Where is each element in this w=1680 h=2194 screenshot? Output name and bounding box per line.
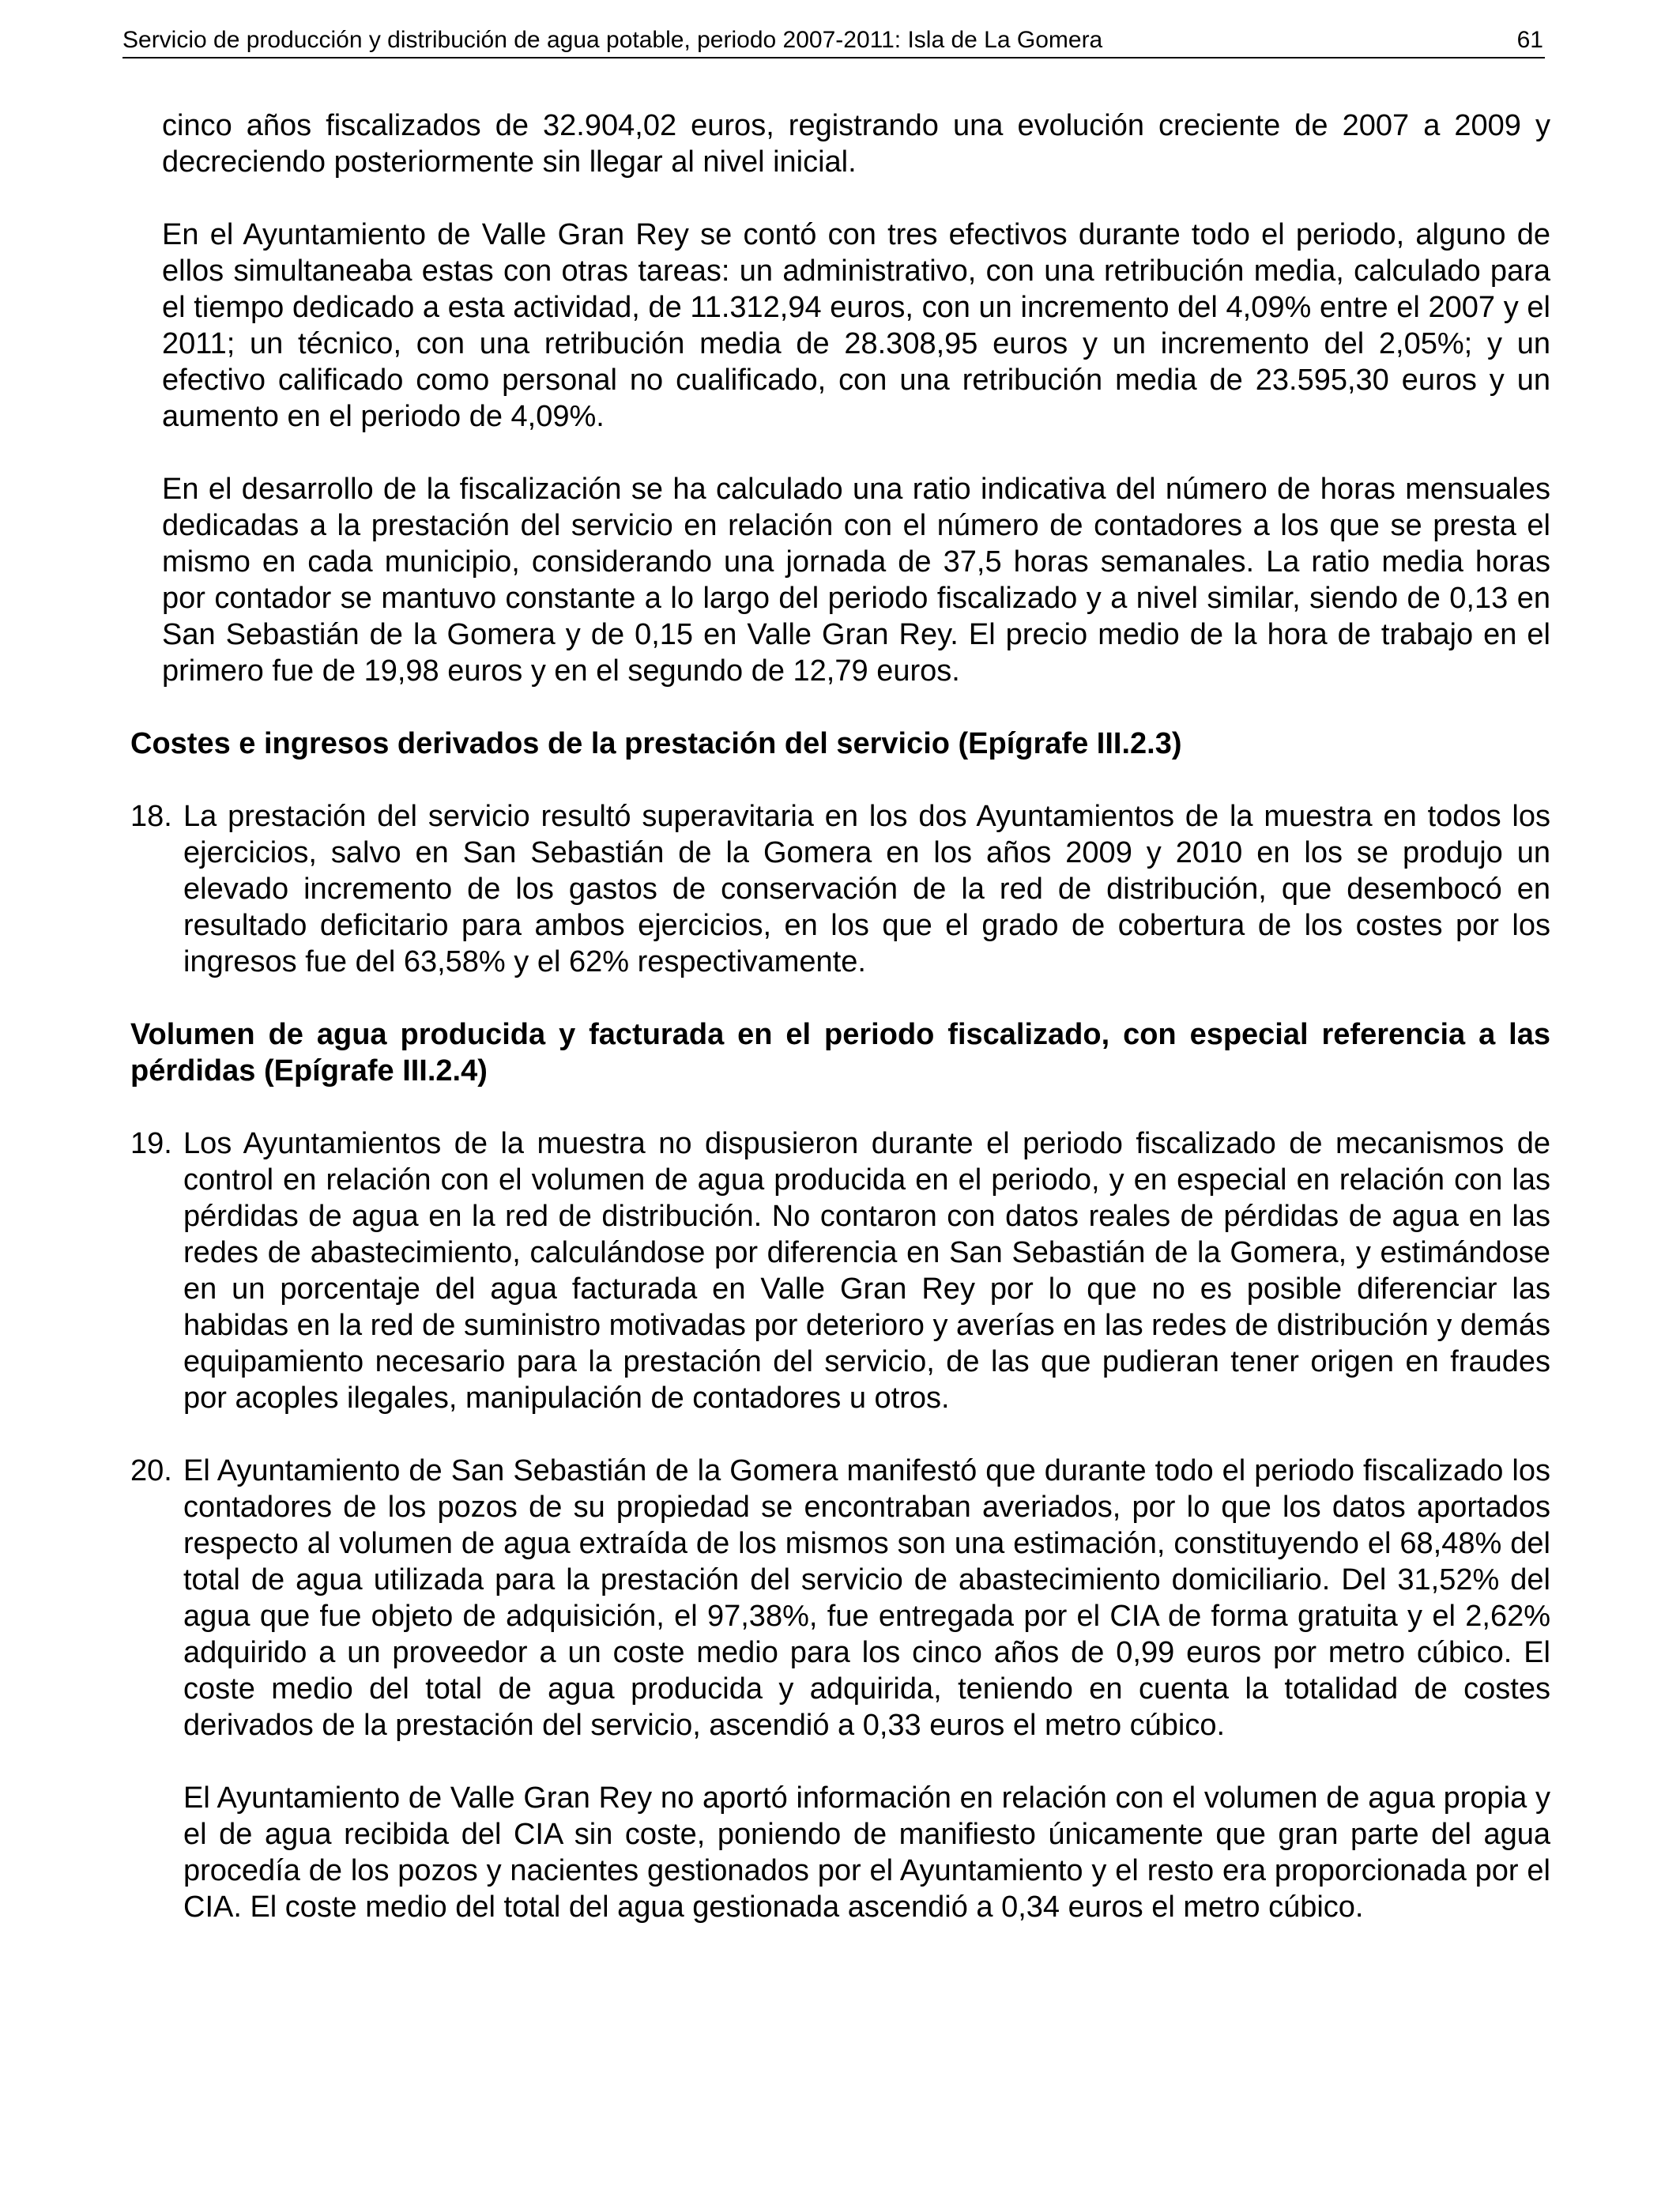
numbered-item-20 [130,1453,1550,1925]
paragraph-continuation: cinco años fiscalizados de 32.904,02 euros, registrando una evolución creciente de 2007 a 2009 y decreciendo posteriormente sin llegar al nivel inicial. [162,109,1550,179]
item-text: Los Ayuntamientos de la muestra no dispusieron durante el periodo fiscalizado de mecanismos de control en relación con el volumen de agua producida en el periodo, y en especial en relación con las pérdidas de agua en la red de distribución. No contaron con datos reales de pérdidas de agua en las redes de abastecimiento, calculándose por diferencia en San Sebastián de la Gomera, y estimándose en un porcentaje del agua facturada en Valle Gran Rey por lo que no es posible diferenciar las habidas en la red de suministro motivadas por deterioro y averías en las redes de distribución y demás equipamiento necesario para la prestación del servicio, de las que pudieran tener origen en fraudes por acoples ilegales, manipulación de contadores u otros. [183,1127,1550,1415]
numbered-item-18 [130,798,1550,980]
section-heading-volumen: Volumen de agua producida y facturada en el periodo fiscalizado, con especial referencia a las pérdidas (Epígrafe III.2.4) [130,1018,1550,1088]
page-number: 61 [1516,27,1543,53]
section-heading-costes: Costes e ingresos derivados de la prestación del servicio (Epígrafe III.2.3) [130,727,1182,760]
item-number: 20. [130,1454,172,1487]
paragraph-valle-gran-rey-staff: En el Ayuntamiento de Valle Gran Rey se contó con tres efectivos durante todo el periodo, alguno de ellos simultaneaba estas con otras tareas: un administrativo, con una retribución media, calculado para el tiempo dedicado a esta actividad, de 11.312,94 euros, con un incremento del 4,09% entre el 2007 y el 2011; un técnico, con una retribución media de 28.308,95 euros y un incremento del 2,05%; y un efectivo calificado como personal no cualificado, con una retribución media de 23.595,30 euros y un aumento en el periodo de 4,09%. [162,218,1550,433]
item-number: 18. [130,800,172,833]
paragraph-hours-ratio: En el desarrollo de la fiscalización se ha calculado una ratio indicativa del número de horas mensuales dedicadas a la prestación del servicio en relación con el número de contadores a los que se presta el mismo en cada municipio, considerando una jornada de 37,5 horas semanales. La ratio media horas por contador se mantuvo constante a lo largo del periodo fiscalizado y a nivel similar, siendo de 0,13 en San Sebastián de la Gomera y de 0,15 en Valle Gran Rey. El precio medio de la hora de trabajo en el primero fue de 19,98 euros y en el segundo de 12,79 euros. [162,473,1550,688]
item-text: El Ayuntamiento de San Sebastián de la Gomera manifestó que durante todo el periodo fiscalizado los contadores de los pozos de su propiedad se encontraban averiados, por lo que los datos aportados respecto al volumen de agua extraída de los mismos son una estimación, constituyendo el 68,48% del total de agua utilizada para la prestación del servicio de abastecimiento domiciliario. Del 31,52% del agua que fue objeto de adquisición, el 97,38%, fue entregada por el CIA de forma gratuita y el 2,62% adquirido a un proveedor a un coste medio para los cinco años de 0,99 euros por metro cúbico. El coste medio del total de agua producida y adquirida, teniendo en cuenta la totalidad de costes derivados de la prestación del servicio, ascendió a 0,33 euros el metro cúbico. [183,1454,1550,1742]
numbered-item-19 [130,1125,1550,1416]
item-number: 19. [130,1127,172,1160]
page-header [122,25,1545,58]
document-body [130,107,1550,1925]
header-title: Servicio de producción y distribución de agua potable, periodo 2007-2011: Isla de La Gomera [122,27,1103,53]
item-continuation-text: El Ayuntamiento de Valle Gran Rey no aportó información en relación con el volumen de agua propia y el de agua recibida del CIA sin coste, poniendo de manifiesto únicamente que gran parte del agua procedía de los pozos y nacientes gestionados por el Ayuntamiento y el resto era proporcionada por el CIA. El coste medio del total del agua gestionada ascendió a 0,34 euros el metro cúbico. [183,1781,1550,1924]
item-text: La prestación del servicio resultó superavitaria en los dos Ayuntamientos de la muestra en todos los ejercicios, salvo en San Sebastián de la Gomera en los años 2009 y 2010 en los se produjo un elevado incremento de los gastos de conservación de la red de distribución, que desembocó en resultado deficitario para ambos ejercicios, en los que el grado de cobertura de los costes por los ingresos fue del 63,58% y el 62% respectivamente. [183,800,1550,978]
